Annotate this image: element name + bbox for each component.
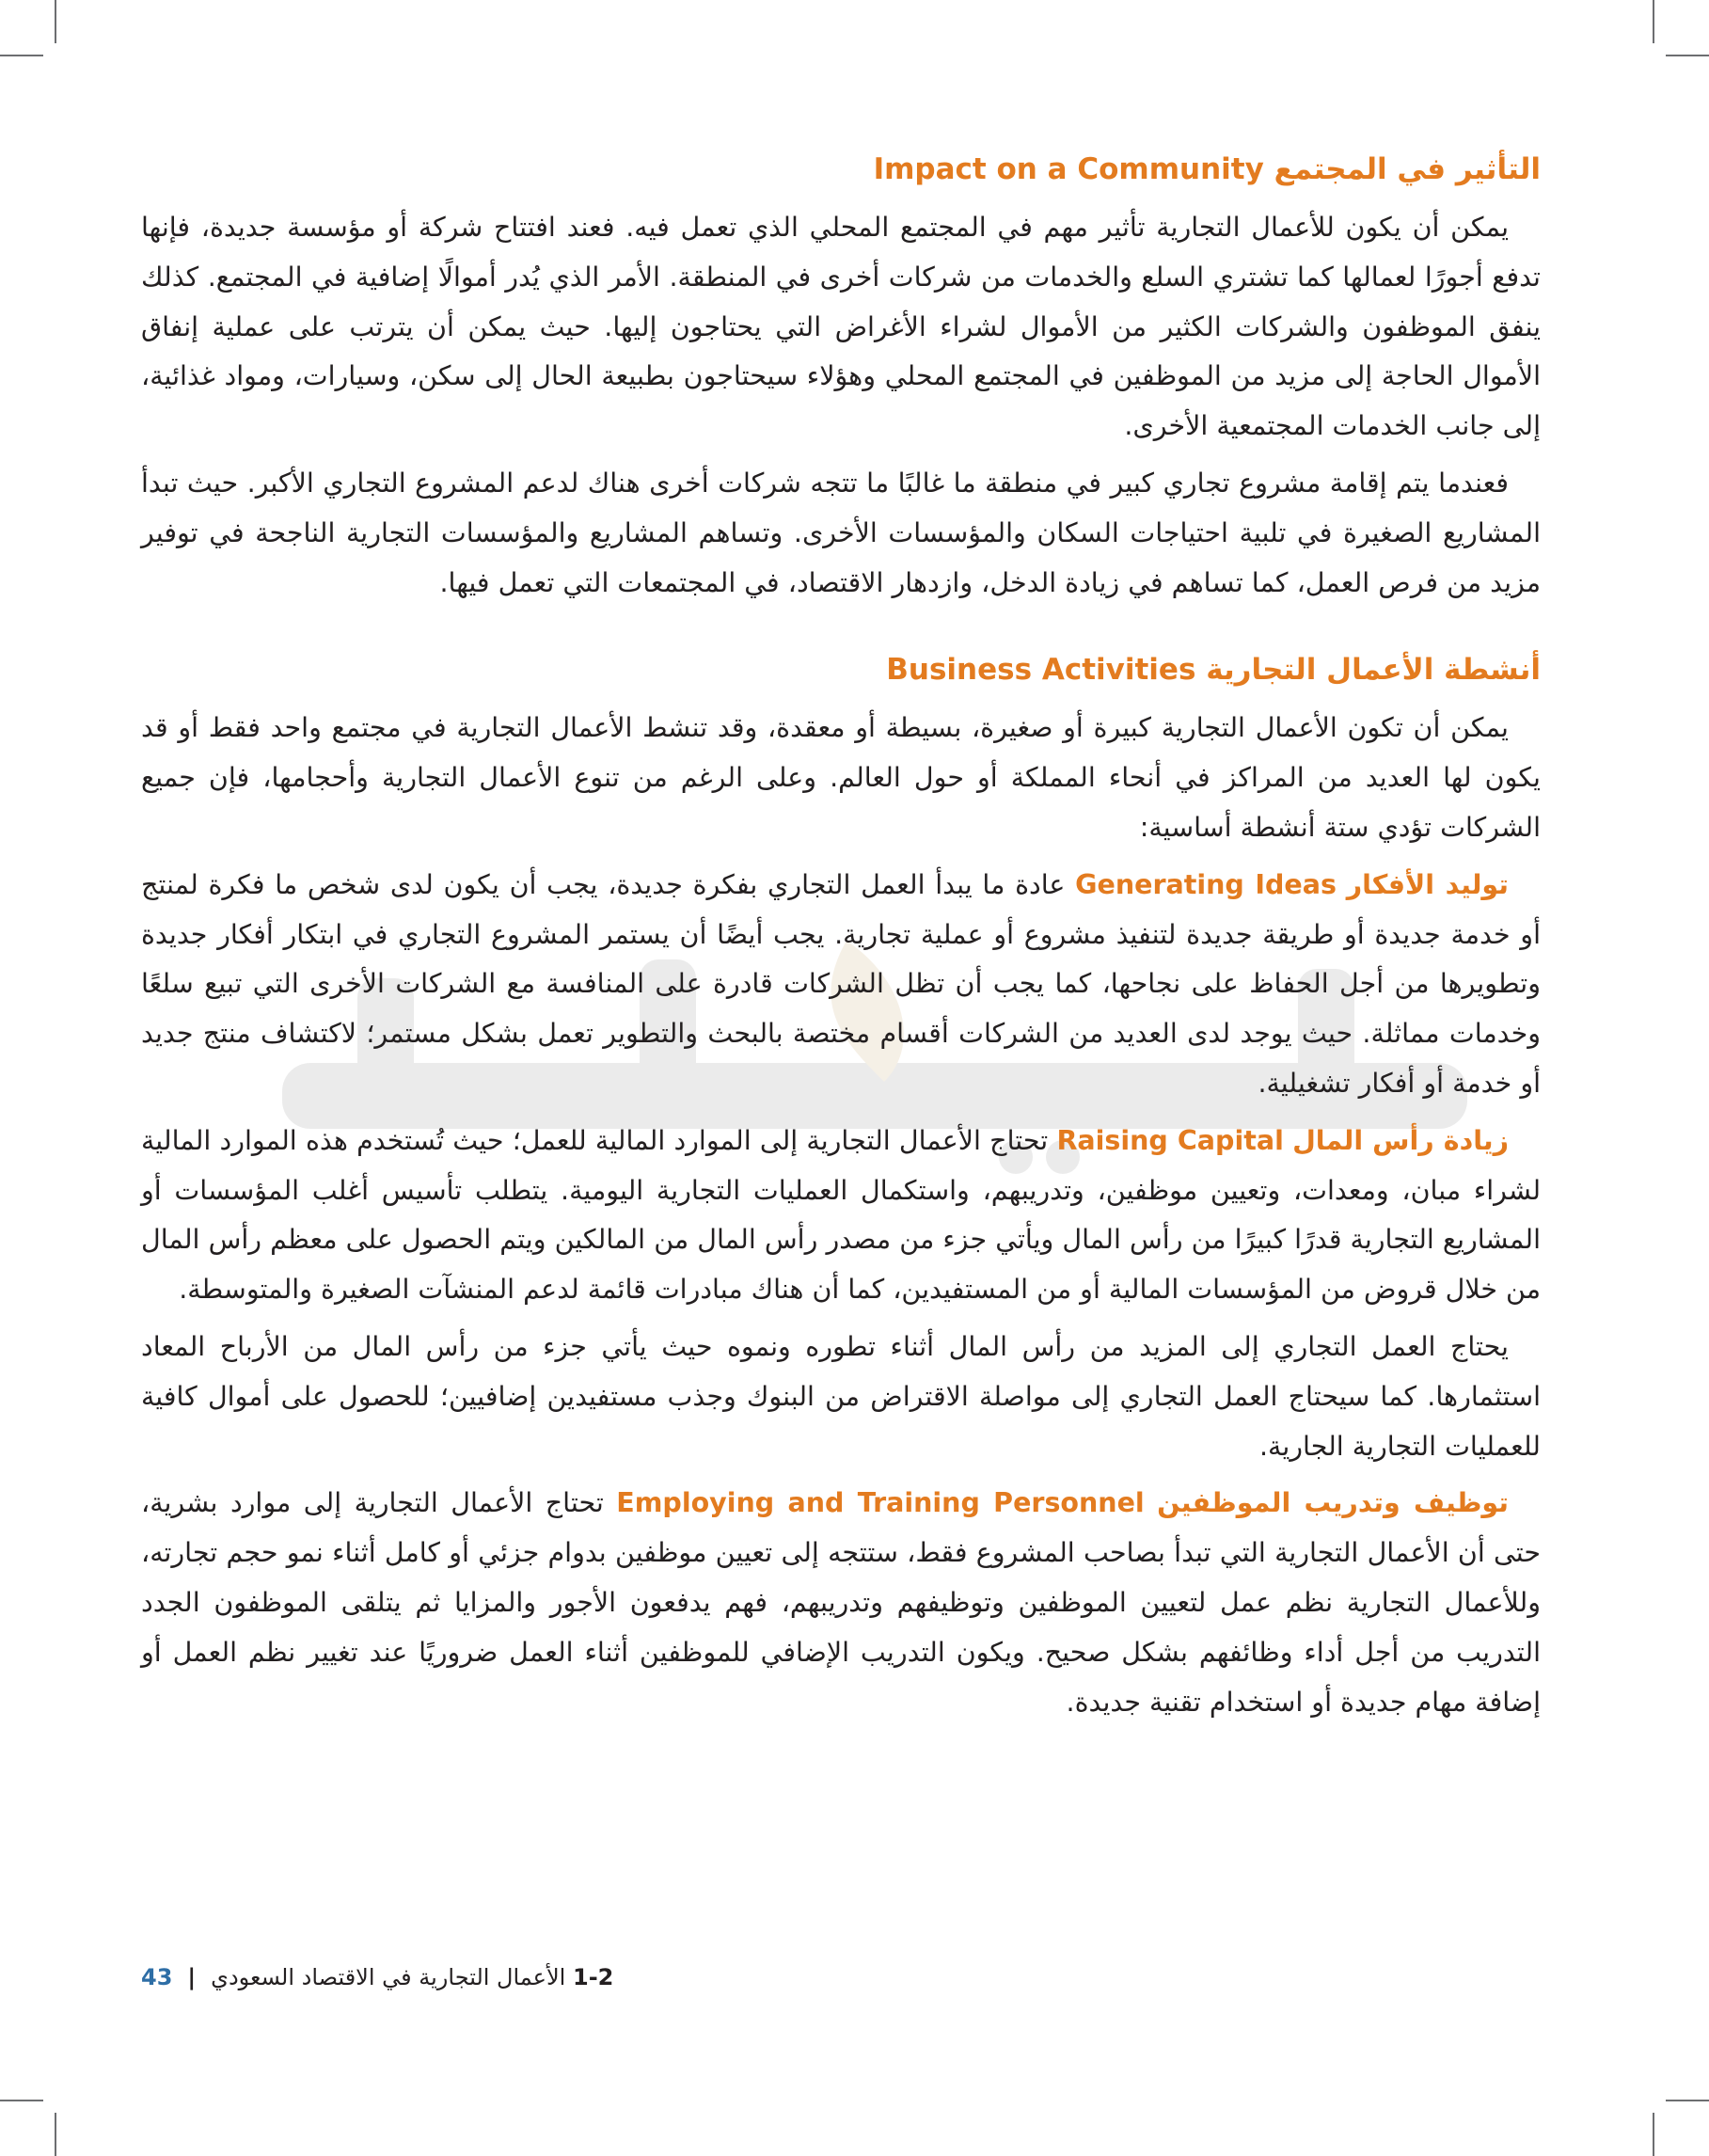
page-number: 43 xyxy=(141,1964,173,1990)
activity-generating-ideas xyxy=(141,861,1541,1109)
crop-mark xyxy=(1653,2113,1654,2156)
chapter-title: الأعمال التجارية في الاقتصاد السعودي xyxy=(211,1964,566,1990)
activity-lead-ar: توليد الأفكار xyxy=(1346,868,1510,900)
activity-raising-capital xyxy=(141,1117,1541,1315)
activity-lead-ar: توظيف وتدريب الموظفين xyxy=(1157,1487,1509,1519)
activity-lead-en: Generating Ideas xyxy=(1075,868,1337,900)
section-heading-en: Impact on a Community xyxy=(873,152,1264,186)
section-heading-impact xyxy=(141,151,1541,188)
page-footer xyxy=(141,1958,705,1996)
activity-text: تحتاج الأعمال التجارية إلى الموارد المالية للعمل؛ حيث تُستخدم هذه الموارد المالية لشراء مبان، ومعدات، وتعيين موظفين، وتدريبهم، واستكمال العمليات التجارية اليومية. يتطلب تأسيس أغلب المؤسسات أو المشاريع التجارية قدرًا كبيرًا من رأس المال ويأتي جزء من مصدر رأس المال من المالكين ويتم الحصول على معظم رأس المال من خلال قروض من المؤسسات المالية أو من المستفيدين، كما أن هناك مبادرات قائمة لدعم المنشآت الصغيرة والمتوسطة. xyxy=(141,1124,1541,1306)
crop-mark xyxy=(0,55,43,56)
crop-mark xyxy=(55,2113,56,2156)
footer-separator: | xyxy=(187,1964,197,1990)
paragraph: يمكن أن تكون الأعمال التجارية كبيرة أو صغيرة، بسيطة أو معقدة، وقد تنشط الأعمال التجارية في مجتمع واحد فقط أو قد يكون لها العديد من المراكز في أنحاء المملكة أو حول العالم. وعلى الرغم من تنوع الأعمال التجارية وأحجامها، فإن جميع الشركات تؤدي ستة أنشطة أساسية: xyxy=(141,712,1541,843)
activity-employing-training xyxy=(141,1479,1541,1727)
crop-mark xyxy=(0,2100,43,2101)
crop-mark xyxy=(1666,2100,1709,2101)
chapter-label xyxy=(211,1964,613,1990)
activity-lead-en: Employing and Training Personnel xyxy=(616,1487,1145,1519)
crop-mark xyxy=(1653,0,1654,43)
paragraph: يحتاج العمل التجاري إلى المزيد من رأس المال أثناء تطوره ونموه حيث يأتي جزء من رأس المال من الأرباح المعاد استثمارها. كما سيحتاج العمل التجاري إلى مواصلة الاقتراض من البنوك وجذب مستفيدين إضافيين؛ للحصول على أموال كافية للعمليات التجارية الجارية. xyxy=(141,1330,1541,1462)
section-heading-ar: التأثير في المجتمع xyxy=(1274,152,1541,186)
page-content xyxy=(141,151,1541,1735)
activity-text: عادة ما يبدأ العمل التجاري بفكرة جديدة، يجب أن يكون لدى شخص ما فكرة لمنتج أو خدمة جديدة أو طريقة جديدة لتنفيذ مشروع أو عملية تجارية. يجب أيضًا أن يستمر المشروع التجاري في ابتكار أفكار جديدة وتطويرها من أجل الحفاظ على نجاحها، كما يجب أن تظل الشركات قادرة على المنافسة مع الشركات الأخرى التي تبيع سلعًا وخدمات مماثلة. حيث يوجد لدى العديد من الشركات أقسام مختصة بالبحث والتطوير تعمل بشكل مستمر؛ لاكتشاف منتج جديد أو خدمة أو أفكار تشغيلية. xyxy=(141,868,1541,1099)
chapter-number: 1-2 xyxy=(573,1964,614,1990)
crop-mark xyxy=(1666,55,1709,56)
section-heading-business-activities xyxy=(141,651,1541,689)
activity-lead-en: Raising Capital xyxy=(1056,1124,1284,1156)
paragraph: يمكن أن يكون للأعمال التجارية تأثير مهم في المجتمع المحلي الذي تعمل فيه. فعند افتتاح شركة أو مؤسسة جديدة، فإنها تدفع أجورًا لعمالها كما تشتري السلع والخدمات من شركات أخرى في المنطقة. الأمر الذي يُدر أموالًا إضافية في المجتمع. كذلك ينفق الموظفون والشركات الكثير من الأموال لشراء الأغراض التي يحتاجون إليها. حيث يمكن أن يترتب على عملية إنفاق الأموال الحاجة إلى مزيد من الموظفين في المجتمع المحلي وهؤلاء سيحتاجون بطبيعة الحال إلى سكن، وسيارات، ومواد غذائية، إلى جانب الخدمات المجتمعية الأخرى. xyxy=(141,212,1541,442)
section-heading-ar: أنشطة الأعمال التجارية xyxy=(1206,653,1541,688)
activity-lead-ar: زيادة رأس المال xyxy=(1292,1124,1510,1156)
activity-text: تحتاج الأعمال التجارية إلى موارد بشرية، حتى أن الأعمال التجارية التي تبدأ بصاحب المشروع فقط، ستتجه إلى تعيين موظفين بدوام جزئي أو كامل أثناء نمو حجم تجارته، وللأعمال التجارية نظم عمل لتعيين الموظفين وتوظيفهم وتدريبهم، فهم يدفعون الأجور والمزايا ثم يتلقى الموظفون الجدد التدريب من أجل أداء وظائفهم بشكل صحيح. ويكون التدريب الإضافي للموظفين أثناء العمل ضروريًا عند تغيير نظم العمل أو إضافة مهام جديدة أو استخدام تقنية جديدة. xyxy=(141,1487,1541,1718)
paragraph: فعندما يتم إقامة مشروع تجاري كبير في منطقة ما غالبًا ما تتجه شركات أخرى هناك لدعم المشروع التجاري الأكبر. حيث تبدأ المشاريع الصغيرة في تلبية احتياجات السكان والمؤسسات الأخرى. وتساهم المشاريع والمؤسسات التجارية الناجحة في توفير مزيد من فرص العمل، كما تساهم في زيادة الدخل، وازدهار الاقتصاد، في المجتمعات التي تعمل فيها. xyxy=(141,467,1541,598)
crop-mark xyxy=(55,0,56,43)
section-heading-en: Business Activities xyxy=(886,653,1196,688)
